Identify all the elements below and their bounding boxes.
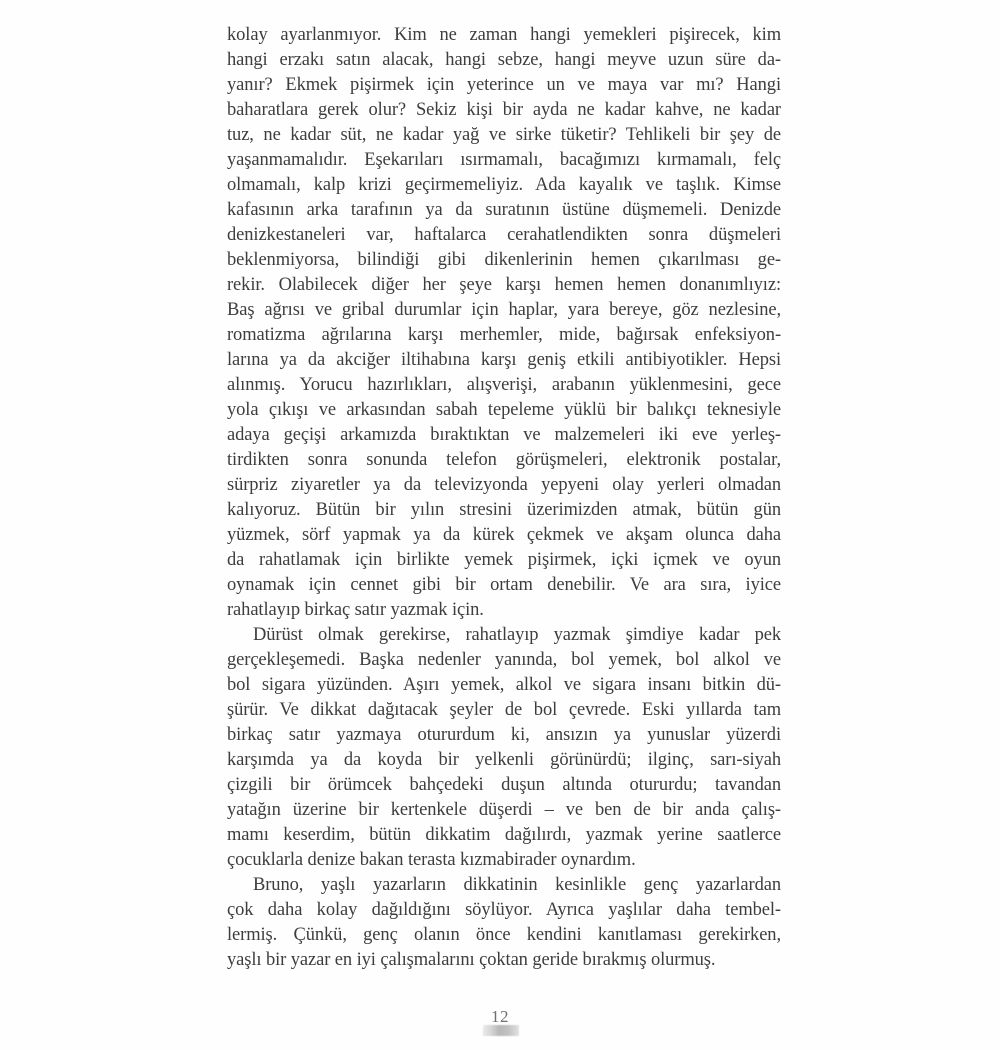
text-line: tuz, ne kadar süt, ne kadar yağ ve sirke tüketir? Tehlikeli bir şey de [227,125,781,145]
text-line: da rahatlamak için birlikte yemek pişirmek, içki içmek ve oyun [227,550,781,570]
text-line: çok daha kolay dağıldığını söylüyor. Ayrıca yaşlılar daha tembel- [227,900,781,920]
text-line: çocuklarla denize bakan terasta kızmabirader oynardım. [227,850,636,870]
text-line: beklenmiyorsa, bilindiği gibi dikenlerinin hemen çıkarılması ge- [227,250,781,270]
text-line: adaya geçişi arkamızda bıraktıktan ve malzemeleri iki eve yerleş- [227,425,781,445]
text-line: kalıyoruz. Bütün bir yılın stresini üzerimizden atmak, bütün gün [227,500,781,520]
text-line: lermiş. Çünkü, genç olanın önce kendini kanıtlaması gerekirken, [227,925,781,945]
text-line: kolay ayarlanmıyor. Kim ne zaman hangi yemekleri pişirecek, kim [227,25,781,45]
text-line: gerçekleşemedi. Başka nedenler yanında, bol yemek, bol alkol ve [227,650,781,670]
text-line: yüzmek, sörf yapmak ya da kürek çekmek ve akşam olunca daha [227,525,781,545]
text-line: kafasının arka tarafının ya da suratının üstüne düşmemeli. Denizde [227,200,781,220]
text-line: larına ya da akciğer iltihabına karşı geniş etkili antibiyotikler. Hepsi [227,350,781,370]
text-line: mamı keserdim, bütün dikkatim dağılırdı, yazmak yerine saatlerce [227,825,781,845]
text-line: sürpriz ziyaretler ya da televizyonda yepyeni olay yerleri olmadan [227,475,781,495]
text-line: rekir. Olabilecek diğer her şeye karşı hemen hemen donanımlıyız: [227,275,781,295]
paragraph [227,873,781,973]
text-line: hangi erzakı satın alacak, hangi sebze, hangi meyve uzun süre da- [227,50,781,70]
text-line: karşımda ya da koyda bir yelkenli görünürdü; ilginç, sarı-siyah [227,750,781,770]
page-number: 12 [491,1007,509,1026]
text-line: oynamak için cennet gibi bir ortam denebilir. Ve ara sıra, iyice [227,575,781,595]
text-line: Bruno, yaşlı yazarların dikkatinin kesinlikle genç yazarlardan [253,875,781,895]
text-line: romatizma ağrılarına karşı merhemler, mide, bağırsak enfeksiyon- [227,325,781,345]
text-line: tirdikten sonra sonunda telefon görüşmeleri, elektronik postalar, [227,450,781,470]
text-line: şürür. Ve dikkat dağıtacak şeyler de bol çevrede. Eski yıllarda tam [227,700,781,720]
text-line: yatağın üzerine bir kertenkele düşerdi – ve ben de bir anda çalış- [227,800,781,820]
text-line: Dürüst olmak gerekirse, rahatlayıp yazmak şimdiye kadar pek [253,625,781,645]
text-line: denizkestaneleri var, haftalarca cerahatlendikten sonra düşmeleri [227,225,781,245]
text-line: alınmış. Yorucu hazırlıkları, alışverişi, arabanın yüklenmesini, gece [227,375,781,395]
paragraph [227,23,781,623]
text-line: baharatlara gerek olur? Sekiz kişi bir ayda ne kadar kahve, ne kadar [227,100,781,120]
text-line: birkaç satır yazmaya otururdum ki, ansızın ya yunuslar yüzerdi [227,725,781,745]
text-line: yaşanmamalıdır. Eşekarıları ısırmamalı, bacağımızı kırmamalı, felç [227,150,781,170]
text-line: çizgili bir örümcek bahçedeki duşun altında otururdu; tavandan [227,775,781,795]
text-block [227,23,781,973]
paragraph [227,623,781,873]
page-footer [0,1006,1000,1046]
text-line: Baş ağrısı ve gribal durumlar için haplar, yara bereye, göz nezlesine, [227,300,781,320]
text-line: yaşlı bir yazar en iyi çalışmalarını çoktan geride bırakmış olurmuş. [227,950,716,970]
text-line: yanır? Ekmek pişirmek için yeterince un ve maya var mı? Hangi [227,75,781,95]
text-line: yola çıkışı ve arkasından sabah tepeleme yüklü bir balıkçı teknesiyle [227,400,781,420]
text-line: olmamalı, kalp krizi geçirmemeliyiz. Ada kayalık ve taşlık. Kimse [227,175,781,195]
text-line: bol sigara yüzünden. Aşırı yemek, alkol ve sigara insanı bitkin dü- [227,675,781,695]
text-line: rahatlayıp birkaç satır yazmak için. [227,600,484,620]
